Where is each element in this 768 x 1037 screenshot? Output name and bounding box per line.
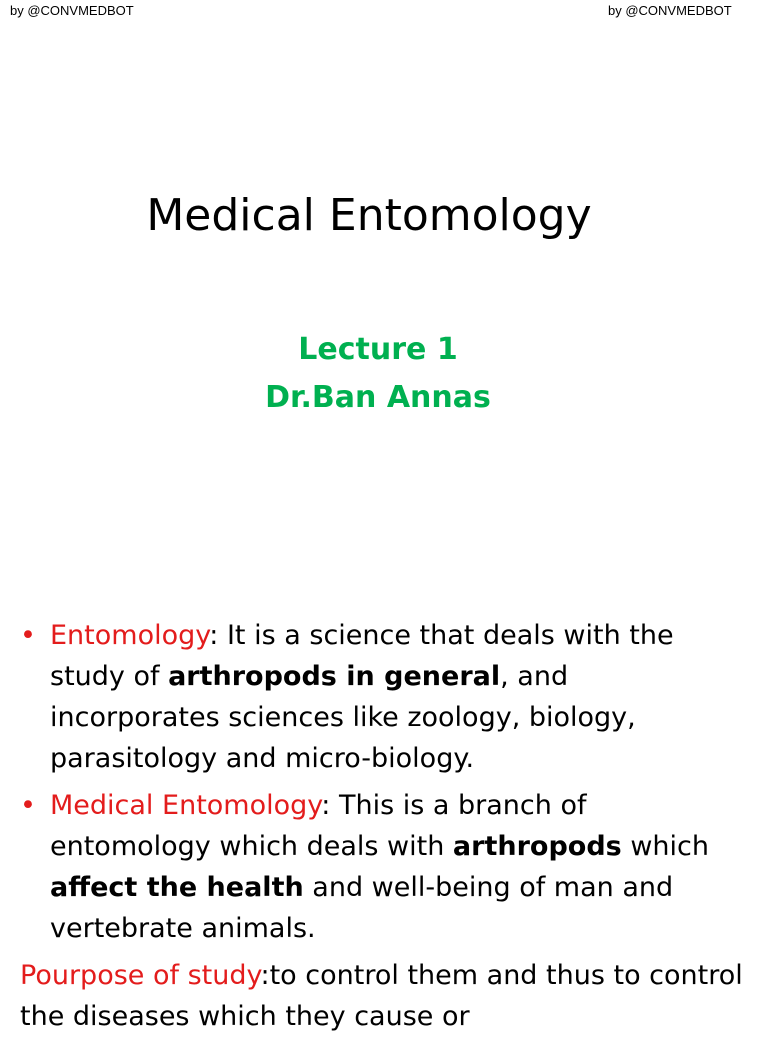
content-body <box>0 615 768 1037</box>
lecture-number: Lecture 1 <box>298 332 458 367</box>
watermark-left: by @CONVMEDBOT <box>10 3 134 18</box>
term-purpose: Pourpose of study <box>20 960 261 991</box>
slide-title: Medical Entomology <box>146 190 592 241</box>
emphasis-text: affect the health <box>50 872 304 903</box>
purpose-paragraph <box>0 955 768 1037</box>
definition-text: : It is a science that deals with the study of <box>50 620 674 692</box>
watermark-right: by @CONVMEDBOT <box>608 3 732 18</box>
bullet-entomology <box>0 615 768 779</box>
definition-text: which <box>621 831 709 862</box>
emphasis-text: arthropods <box>452 831 622 862</box>
definition-text: : This is a branch of entomology which deals with <box>50 790 587 862</box>
emphasis-text: arthropods in general <box>168 661 501 692</box>
lecturer-name: Dr.Ban Annas <box>265 380 491 415</box>
bullet-dot-icon: • <box>20 620 36 651</box>
bullet-medical-entomology <box>0 785 768 949</box>
definition-text: , and incorporates sciences like zoology, biology, parasitology and micro-biology. <box>50 661 636 774</box>
bullet-dot-icon: • <box>20 790 36 821</box>
term-medical-entomology: Medical Entomology <box>50 790 322 821</box>
definition-text: and well-being of man and vertebrate animals. <box>50 872 674 944</box>
term-entomology: Entomology <box>50 620 210 651</box>
purpose-text: :to control them and thus to control the diseases which they cause or <box>20 960 743 1032</box>
